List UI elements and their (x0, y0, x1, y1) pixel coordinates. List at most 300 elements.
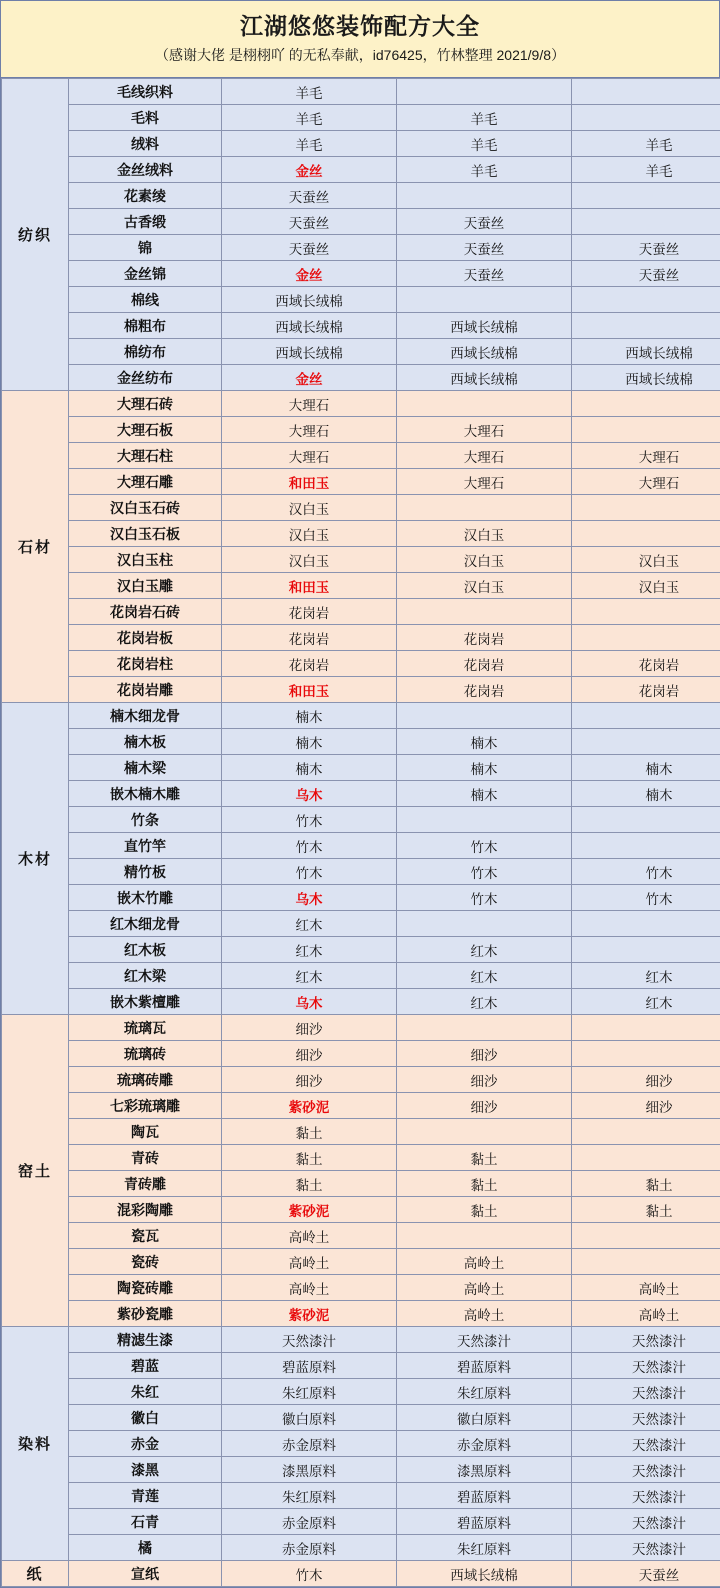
material-cell: 花岗岩 (222, 651, 397, 677)
table-row (2, 261, 720, 287)
material-cell (572, 729, 720, 755)
material-cell: 细沙 (222, 1041, 397, 1067)
material-cell: 羊毛 (572, 131, 720, 157)
material-cell: 大理石 (397, 469, 572, 495)
material-cell: 羊毛 (572, 157, 720, 183)
material-cell: 天蚕丝 (572, 1561, 720, 1587)
recipe-name-cell: 花岗岩石砖 (69, 599, 222, 625)
material-cell: 细沙 (222, 1015, 397, 1041)
material-cell: 徽白原料 (222, 1405, 397, 1431)
recipe-name-cell: 宣纸 (69, 1561, 222, 1587)
table-row (2, 1379, 720, 1405)
material-cell: 细沙 (397, 1067, 572, 1093)
material-cell: 和田玉 (222, 469, 397, 495)
recipe-name-cell: 琉璃砖 (69, 1041, 222, 1067)
material-cell: 红木 (572, 963, 720, 989)
recipe-name-cell: 徽白 (69, 1405, 222, 1431)
recipe-name-cell: 花岗岩柱 (69, 651, 222, 677)
recipe-name-cell: 朱红 (69, 1379, 222, 1405)
material-cell: 碧蓝原料 (222, 1353, 397, 1379)
table-row (2, 547, 720, 573)
material-cell: 天蚕丝 (572, 235, 720, 261)
material-cell: 花岗岩 (397, 651, 572, 677)
recipe-name-cell: 石青 (69, 1509, 222, 1535)
material-cell: 朱红原料 (397, 1535, 572, 1561)
recipe-name-cell: 金丝纺布 (69, 365, 222, 391)
material-cell: 紫砂泥 (222, 1301, 397, 1327)
material-cell: 大理石 (397, 417, 572, 443)
table-row (2, 625, 720, 651)
material-cell: 西域长绒棉 (572, 365, 720, 391)
recipe-name-cell: 棉纺布 (69, 339, 222, 365)
table-row (2, 911, 720, 937)
material-cell: 红木 (222, 937, 397, 963)
recipe-name-cell: 大理石板 (69, 417, 222, 443)
table-row (2, 339, 720, 365)
material-cell (572, 1249, 720, 1275)
table-row (2, 885, 720, 911)
material-cell: 西域长绒棉 (397, 339, 572, 365)
material-cell: 高岭土 (572, 1301, 720, 1327)
table-row (2, 703, 720, 729)
recipe-name-cell: 花岗岩雕 (69, 677, 222, 703)
recipe-name-cell: 锦 (69, 235, 222, 261)
material-cell: 细沙 (572, 1067, 720, 1093)
recipe-name-cell: 瓷瓦 (69, 1223, 222, 1249)
recipe-name-cell: 金丝绒料 (69, 157, 222, 183)
material-cell: 大理石 (572, 469, 720, 495)
recipe-name-cell: 汉白玉石板 (69, 521, 222, 547)
material-cell: 细沙 (397, 1041, 572, 1067)
recipe-name-cell: 金丝锦 (69, 261, 222, 287)
material-cell (572, 911, 720, 937)
material-cell: 竹木 (572, 885, 720, 911)
table-row (2, 1067, 720, 1093)
table-row (2, 105, 720, 131)
material-cell: 天然漆汁 (572, 1379, 720, 1405)
table-row (2, 1015, 720, 1041)
category-cell: 纸 (2, 1561, 69, 1587)
table-row (2, 859, 720, 885)
material-cell: 花岗岩 (397, 677, 572, 703)
material-cell: 黏土 (222, 1119, 397, 1145)
material-cell: 朱红原料 (397, 1379, 572, 1405)
material-cell: 赤金原料 (222, 1509, 397, 1535)
table-row (2, 1457, 720, 1483)
material-cell: 大理石 (222, 443, 397, 469)
material-cell: 赤金原料 (222, 1431, 397, 1457)
material-cell: 红木 (222, 963, 397, 989)
recipe-name-cell: 青砖雕 (69, 1171, 222, 1197)
material-cell: 羊毛 (222, 105, 397, 131)
material-cell (572, 521, 720, 547)
table-row (2, 1119, 720, 1145)
material-cell: 天蚕丝 (222, 209, 397, 235)
table-row (2, 599, 720, 625)
table-row (2, 235, 720, 261)
material-cell (397, 183, 572, 209)
material-cell: 黏土 (572, 1197, 720, 1223)
recipe-name-cell: 紫砂瓷雕 (69, 1301, 222, 1327)
material-cell: 朱红原料 (222, 1379, 397, 1405)
table-row (2, 417, 720, 443)
material-cell: 羊毛 (397, 131, 572, 157)
material-cell (397, 1223, 572, 1249)
material-cell: 高岭土 (397, 1301, 572, 1327)
recipe-name-cell: 楠木细龙骨 (69, 703, 222, 729)
material-cell (572, 1223, 720, 1249)
table-row (2, 469, 720, 495)
table-row (2, 1483, 720, 1509)
material-cell (397, 599, 572, 625)
material-cell: 羊毛 (397, 105, 572, 131)
category-cell: 石材 (2, 391, 69, 703)
material-cell: 大理石 (222, 417, 397, 443)
material-cell: 汉白玉 (397, 521, 572, 547)
page-subtitle: （感谢大佬 是栩栩吖 的无私奉献，id76425，竹林整理 2021/9/8） (7, 43, 713, 67)
material-cell: 细沙 (572, 1093, 720, 1119)
recipe-name-cell: 青砖 (69, 1145, 222, 1171)
table-row (2, 833, 720, 859)
material-cell: 紫砂泥 (222, 1093, 397, 1119)
table-row (2, 209, 720, 235)
recipe-name-cell: 竹条 (69, 807, 222, 833)
material-cell (572, 833, 720, 859)
recipe-name-cell: 橘 (69, 1535, 222, 1561)
material-cell (572, 79, 720, 105)
material-cell: 羊毛 (222, 79, 397, 105)
material-cell (572, 1015, 720, 1041)
table-row (2, 391, 720, 417)
material-cell: 楠木 (572, 781, 720, 807)
material-cell: 西域长绒棉 (222, 339, 397, 365)
material-cell (397, 911, 572, 937)
recipe-name-cell: 赤金 (69, 1431, 222, 1457)
recipe-name-cell: 漆黑 (69, 1457, 222, 1483)
material-cell: 羊毛 (222, 131, 397, 157)
material-cell: 黏土 (222, 1145, 397, 1171)
material-cell: 乌木 (222, 781, 397, 807)
recipe-name-cell: 毛线织料 (69, 79, 222, 105)
material-cell: 朱红原料 (222, 1483, 397, 1509)
table-row (2, 79, 720, 105)
table-row (2, 1561, 720, 1587)
material-cell: 高岭土 (222, 1275, 397, 1301)
recipe-name-cell: 瓷砖 (69, 1249, 222, 1275)
material-cell: 天然漆汁 (572, 1327, 720, 1353)
material-cell: 汉白玉 (397, 573, 572, 599)
material-cell (572, 209, 720, 235)
table-row (2, 989, 720, 1015)
material-cell: 楠木 (572, 755, 720, 781)
recipe-name-cell: 红木细龙骨 (69, 911, 222, 937)
material-cell: 天蚕丝 (572, 261, 720, 287)
sheet-header (1, 1, 719, 78)
table-row (2, 937, 720, 963)
category-cell: 木材 (2, 703, 69, 1015)
material-cell: 黏土 (397, 1171, 572, 1197)
recipe-name-cell: 红木板 (69, 937, 222, 963)
material-cell: 碧蓝原料 (397, 1353, 572, 1379)
material-cell (572, 417, 720, 443)
material-cell: 红木 (222, 911, 397, 937)
material-cell: 竹木 (222, 833, 397, 859)
material-cell (572, 599, 720, 625)
material-cell (572, 1145, 720, 1171)
material-cell (397, 495, 572, 521)
material-cell: 黏土 (222, 1171, 397, 1197)
table-row (2, 677, 720, 703)
table-row (2, 1093, 720, 1119)
recipe-name-cell: 花素绫 (69, 183, 222, 209)
table-row (2, 287, 720, 313)
material-cell: 徽白原料 (397, 1405, 572, 1431)
recipe-name-cell: 红木梁 (69, 963, 222, 989)
table-row (2, 573, 720, 599)
material-cell: 天然漆汁 (572, 1405, 720, 1431)
material-cell: 天然漆汁 (222, 1327, 397, 1353)
material-cell: 高岭土 (572, 1275, 720, 1301)
recipe-table (1, 78, 720, 1587)
material-cell (572, 625, 720, 651)
material-cell (397, 1119, 572, 1145)
table-row (2, 1145, 720, 1171)
recipe-name-cell: 大理石雕 (69, 469, 222, 495)
material-cell (572, 703, 720, 729)
recipe-name-cell: 琉璃砖雕 (69, 1067, 222, 1093)
material-cell: 花岗岩 (222, 625, 397, 651)
table-row (2, 729, 720, 755)
table-row (2, 1301, 720, 1327)
recipe-name-cell: 陶瓦 (69, 1119, 222, 1145)
material-cell: 花岗岩 (222, 599, 397, 625)
table-row (2, 963, 720, 989)
recipe-name-cell: 陶瓷砖雕 (69, 1275, 222, 1301)
material-cell: 紫砂泥 (222, 1197, 397, 1223)
material-cell (572, 807, 720, 833)
recipe-name-cell: 直竹竿 (69, 833, 222, 859)
recipe-name-cell: 绒料 (69, 131, 222, 157)
material-cell: 细沙 (222, 1067, 397, 1093)
material-cell: 天然漆汁 (572, 1509, 720, 1535)
recipe-name-cell: 大理石柱 (69, 443, 222, 469)
recipe-name-cell: 嵌木楠木雕 (69, 781, 222, 807)
material-cell: 天然漆汁 (397, 1327, 572, 1353)
material-cell (572, 495, 720, 521)
material-cell: 竹木 (572, 859, 720, 885)
material-cell (397, 287, 572, 313)
recipe-name-cell: 大理石砖 (69, 391, 222, 417)
material-cell: 竹木 (397, 859, 572, 885)
recipe-name-cell: 花岗岩板 (69, 625, 222, 651)
recipe-name-cell: 古香缎 (69, 209, 222, 235)
material-cell: 花岗岩 (572, 677, 720, 703)
recipe-name-cell: 嵌木紫檀雕 (69, 989, 222, 1015)
material-cell: 天蚕丝 (222, 235, 397, 261)
material-cell: 乌木 (222, 885, 397, 911)
recipe-name-cell: 毛料 (69, 105, 222, 131)
table-row (2, 807, 720, 833)
material-cell: 黏土 (397, 1145, 572, 1171)
material-cell: 西域长绒棉 (397, 1561, 572, 1587)
material-cell: 楠木 (397, 729, 572, 755)
table-row (2, 365, 720, 391)
recipe-name-cell: 七彩琉璃雕 (69, 1093, 222, 1119)
material-cell: 黏土 (572, 1171, 720, 1197)
material-cell: 天然漆汁 (572, 1457, 720, 1483)
material-cell: 楠木 (222, 755, 397, 781)
material-cell: 漆黑原料 (222, 1457, 397, 1483)
table-row (2, 1223, 720, 1249)
material-cell: 楠木 (222, 729, 397, 755)
material-cell: 竹木 (222, 1561, 397, 1587)
recipe-name-cell: 汉白玉柱 (69, 547, 222, 573)
material-cell: 天蚕丝 (397, 235, 572, 261)
material-cell: 西域长绒棉 (572, 339, 720, 365)
table-row (2, 183, 720, 209)
table-row (2, 781, 720, 807)
table-row (2, 1249, 720, 1275)
material-cell: 汉白玉 (572, 547, 720, 573)
table-row (2, 157, 720, 183)
material-cell (397, 703, 572, 729)
table-row (2, 1327, 720, 1353)
table-row (2, 1431, 720, 1457)
material-cell (397, 807, 572, 833)
material-cell: 花岗岩 (572, 651, 720, 677)
material-cell (572, 1119, 720, 1145)
material-cell (572, 1041, 720, 1067)
material-cell: 高岭土 (222, 1223, 397, 1249)
material-cell (397, 1015, 572, 1041)
material-cell: 西域长绒棉 (222, 287, 397, 313)
material-cell: 大理石 (222, 391, 397, 417)
material-cell: 楠木 (222, 703, 397, 729)
material-cell: 红木 (572, 989, 720, 1015)
material-cell: 西域长绒棉 (397, 313, 572, 339)
material-cell: 竹木 (397, 833, 572, 859)
table-row (2, 1353, 720, 1379)
material-cell: 西域长绒棉 (397, 365, 572, 391)
table-row (2, 521, 720, 547)
material-cell: 汉白玉 (222, 547, 397, 573)
table-row (2, 313, 720, 339)
category-cell: 染料 (2, 1327, 69, 1561)
material-cell: 天蚕丝 (397, 209, 572, 235)
material-cell: 大理石 (572, 443, 720, 469)
material-cell: 西域长绒棉 (222, 313, 397, 339)
table-row (2, 1275, 720, 1301)
material-cell: 天然漆汁 (572, 1353, 720, 1379)
recipe-name-cell: 棉粗布 (69, 313, 222, 339)
material-cell: 花岗岩 (397, 625, 572, 651)
material-cell: 羊毛 (397, 157, 572, 183)
material-cell (572, 287, 720, 313)
material-cell: 和田玉 (222, 677, 397, 703)
material-cell: 汉白玉 (222, 521, 397, 547)
material-cell: 碧蓝原料 (397, 1509, 572, 1535)
recipe-name-cell: 青莲 (69, 1483, 222, 1509)
material-cell: 金丝 (222, 261, 397, 287)
material-cell (572, 391, 720, 417)
material-cell: 竹木 (397, 885, 572, 911)
recipe-name-cell: 精滤生漆 (69, 1327, 222, 1353)
recipe-name-cell: 汉白玉雕 (69, 573, 222, 599)
material-cell: 黏土 (397, 1197, 572, 1223)
material-cell: 汉白玉 (572, 573, 720, 599)
material-cell: 竹木 (222, 859, 397, 885)
material-cell: 和田玉 (222, 573, 397, 599)
material-cell: 金丝 (222, 365, 397, 391)
recipe-name-cell: 嵌木竹雕 (69, 885, 222, 911)
recipe-name-cell: 棉线 (69, 287, 222, 313)
material-cell: 赤金原料 (222, 1535, 397, 1561)
table-row (2, 131, 720, 157)
material-cell: 赤金原料 (397, 1431, 572, 1457)
recipe-name-cell: 碧蓝 (69, 1353, 222, 1379)
material-cell (397, 391, 572, 417)
material-cell: 红木 (397, 937, 572, 963)
material-cell: 高岭土 (222, 1249, 397, 1275)
material-cell: 高岭土 (397, 1275, 572, 1301)
material-cell: 碧蓝原料 (397, 1483, 572, 1509)
table-row (2, 651, 720, 677)
material-cell: 乌木 (222, 989, 397, 1015)
material-cell: 天蚕丝 (397, 261, 572, 287)
table-row (2, 1171, 720, 1197)
material-cell: 楠木 (397, 755, 572, 781)
table-row (2, 1041, 720, 1067)
material-cell: 汉白玉 (222, 495, 397, 521)
recipe-name-cell: 精竹板 (69, 859, 222, 885)
material-cell (397, 79, 572, 105)
material-cell: 竹木 (222, 807, 397, 833)
material-cell: 大理石 (397, 443, 572, 469)
table-row (2, 1535, 720, 1561)
table-row (2, 443, 720, 469)
category-cell: 窑土 (2, 1015, 69, 1327)
table-row (2, 495, 720, 521)
material-cell: 楠木 (397, 781, 572, 807)
material-cell: 红木 (397, 963, 572, 989)
material-cell: 天然漆汁 (572, 1431, 720, 1457)
material-cell: 金丝 (222, 157, 397, 183)
material-cell: 红木 (397, 989, 572, 1015)
material-cell (572, 937, 720, 963)
table-row (2, 1197, 720, 1223)
material-cell: 细沙 (397, 1093, 572, 1119)
recipe-name-cell: 汉白玉石砖 (69, 495, 222, 521)
table-row (2, 1509, 720, 1535)
material-cell: 高岭土 (397, 1249, 572, 1275)
material-cell (572, 183, 720, 209)
recipe-name-cell: 楠木梁 (69, 755, 222, 781)
table-row (2, 1405, 720, 1431)
recipe-name-cell: 楠木板 (69, 729, 222, 755)
recipe-name-cell: 琉璃瓦 (69, 1015, 222, 1041)
recipe-name-cell: 混彩陶雕 (69, 1197, 222, 1223)
material-cell (572, 105, 720, 131)
category-cell: 纺织 (2, 79, 69, 391)
material-cell: 天然漆汁 (572, 1535, 720, 1561)
material-cell: 汉白玉 (397, 547, 572, 573)
material-cell: 天然漆汁 (572, 1483, 720, 1509)
table-row (2, 755, 720, 781)
material-cell (572, 313, 720, 339)
material-cell: 漆黑原料 (397, 1457, 572, 1483)
page-title: 江湖悠悠装饰配方大全 (7, 11, 713, 41)
material-cell: 天蚕丝 (222, 183, 397, 209)
